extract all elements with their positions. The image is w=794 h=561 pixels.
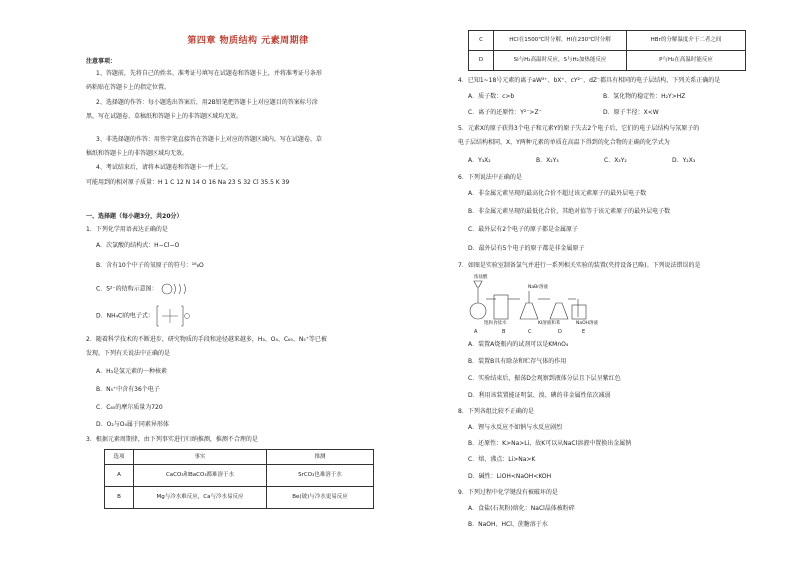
table-cell: HCl在1500℃时分解，HI在230℃时分解	[494, 31, 627, 51]
table-row	[105, 487, 374, 509]
q5-stem: 5．元素X的原子获得3个电子和元素Y的原子失去2个电子后，它们的电子层结构与氖原子的	[458, 125, 700, 132]
q5-stem-cont: 电子层结构相同，X、Y两种元素的单质在高温下得到的化合物的正确的化学式为	[458, 139, 670, 146]
ammonium-chloride-electron-formula	[156, 304, 192, 328]
notice-line: 2、选择题的作答：每小题选出答案后，用2B铅笔把答题卡上对应题目的答案标号涂	[96, 99, 318, 106]
q9-stem: 9．下列过程中化学键没有被破坏的是	[458, 489, 558, 496]
q2-stem: 2．随着科学技术的不断进步，研究物质的手段和途径越来越多，H₃、O₄、C₆₀、N₅⁺等已被	[86, 336, 327, 343]
q9-option-b: B．NaOH、HCl、蔗糖溶于水	[468, 521, 548, 528]
q6-option-c: C．最外层有2个电子的原子都是金属原子	[468, 226, 579, 233]
table-header-cell: 选项	[105, 450, 134, 465]
q7-stem: 7．如图是实验室制备氯气并进行一系列相关实验的装置(夹持设备已略)。下列说法错误的是	[458, 262, 701, 269]
table-cell: Mg与冷水难反应，Ca与冷水易反应	[134, 487, 267, 509]
q1-option-b	[86, 262, 420, 270]
table-row	[105, 465, 374, 487]
q8-option-a: A．锂与水反应不如钠与水反应剧烈	[468, 424, 563, 431]
q6-option-a: A．非金属元素呈现的最高化合价不超过该元素原子的最外层电子数	[468, 190, 647, 197]
table-cell: A	[105, 465, 134, 487]
q3-stem: 3．根据元素周期律，由下列事实进行归纳推测，推测不合理的是	[86, 436, 258, 443]
table-row	[469, 31, 746, 51]
table-cell: P与H₂在高温时能反应	[627, 51, 746, 71]
q9-option-a: A．食盐(石灰粉)熔化：NaCl晶体被粉碎	[468, 505, 575, 512]
label-saturated-brine: 饱和食盐水	[484, 321, 507, 326]
q8-option-c: C．熔、沸点：Li>Na>K	[468, 456, 536, 463]
q8-option-b: B．还原性：K>Na>Li，故K可以从NaCl溶液中置换出金属钠	[468, 440, 632, 447]
q5-option-a: A．Y₃X₂	[468, 157, 491, 164]
table-cell: B	[105, 487, 134, 509]
table-cell: SrCO₃也难溶于水	[267, 465, 374, 487]
q6-option-d: D．最外层有5个电子的原子都是非金属原子	[468, 245, 585, 252]
q4-option-a: A．质子数：c>b	[468, 93, 515, 100]
notice-line: 3、非选择题的作答：用签字笔直接答在答题卡上对应的答题区域内。写在试题卷、草	[96, 136, 322, 143]
q1-option-d-text: D．NH₄Cl的电子式：	[96, 312, 154, 320]
table-cell: Si与H₂高温时反应，S与H₂加热能反应	[494, 51, 627, 71]
table-cell: D	[469, 51, 494, 71]
section-heading: 一、选择题（每小题3分，共20分）	[86, 213, 183, 220]
q1-option-c	[86, 282, 420, 296]
q5-option-d: D．Y₂X₃	[672, 157, 696, 164]
table-header-cell: 事实	[134, 450, 267, 465]
table-cell: Be(铍)与冷水更易反应	[267, 487, 374, 509]
q2-stem-cont: 发现。下列有关说法中正确的是	[86, 350, 171, 357]
label-a: A	[474, 329, 478, 335]
notice-heading: 注意事项：	[86, 58, 117, 65]
label-naoh: NaOH溶液	[576, 321, 599, 326]
q7-option-c: C．实验结束后，振荡D会观察到液体分层且下层呈紫红色	[468, 375, 621, 382]
label-ki-benzene: KI溶液和苯	[538, 321, 561, 326]
q1-option-d	[86, 304, 420, 328]
q3-table-top	[104, 449, 374, 509]
q1-option-c-text: C．S²⁻的结构示意图：	[96, 285, 158, 293]
q4-option-c: C．离子的还原性：Y²⁻>Z⁻	[468, 109, 542, 116]
q5-option-b: B．X₂Y₃	[536, 157, 559, 164]
q6-option-b: B．非金属元素呈现的最低化合价，其绝对值等于该元素原子的最外层电子数	[468, 208, 671, 215]
q7-option-a: A．装置A烧瓶内的试剂可以是KMnO₄	[468, 341, 569, 348]
notice-line: 4、考试结束后，请将本试题卷和答题卡一并上交。	[96, 164, 232, 171]
label-c: C	[528, 329, 532, 335]
q1-stem: 1．下列化学用语表达正确的是	[86, 226, 168, 233]
q8-stem: 8．下列各组比较不正确的是	[458, 408, 534, 415]
table-cell: HBr的分解温度介于二者之间	[627, 31, 746, 51]
sulfide-ion-diagram	[160, 282, 192, 296]
notice-line: 码粘贴在答题卡上的指定位置。	[86, 84, 171, 91]
q2-option-a: A．H₃是氢元素的一种核素	[96, 368, 168, 375]
q6-stem: 6．下列说法中正确的是	[458, 174, 522, 181]
label-nabr: NaBr溶液	[528, 285, 549, 290]
q1-option-b-text: B．含有10个中子的氧原子的符号：	[96, 262, 192, 269]
table-header-cell: 推测	[267, 450, 374, 465]
q2-option-d: D．O₂与O₄属于同素异形体	[96, 421, 169, 428]
notice-line: 稿纸和答题卡上的非答题区域均无效。	[86, 150, 189, 157]
table-header-row	[105, 450, 374, 465]
table-cell: CaCO₃和BaCO₃都难溶于水	[134, 465, 267, 487]
q4-stem: 4．已知1~18号元素的离子aW³⁺、bX⁺、cY²⁻、dZ⁻都具有相同的电子层结构，下列关系正确的是	[458, 77, 721, 84]
table-cell: C	[469, 31, 494, 51]
q2-option-b: B．N₅⁺中含有36个电子	[96, 386, 160, 393]
label-e: E	[582, 329, 586, 335]
label-conc-hcl: 浓盐酸	[474, 275, 488, 280]
notice-line: 1、答题前，先将自己的姓名、准考证号填写在试题卷和答题卡上，并将准考证号条形	[96, 70, 322, 77]
notice-line: 黑，写在试题卷、草稿纸和答题卡上的非答题区域均无效。	[86, 113, 243, 120]
atomic-masses: 可能用到的相对原子质量：H 1 C 12 N 14 O 16 Na 23 S 32 Cl 35.5 K 39	[86, 179, 290, 186]
q8-option-d: D．碱性：LiOH<NaOH<KOH	[468, 473, 552, 480]
oxygen-isotope-symbol: ¹⁸₈O	[191, 262, 204, 269]
label-b: B	[502, 329, 506, 335]
q1-option-a: A．次氯酸的结构式：H−Cl−O	[96, 242, 180, 249]
q3-table-continued	[468, 30, 746, 71]
q7-option-b: B．装置B具有除杂和贮存气体的作用	[468, 358, 567, 365]
document-title: 第四章 物质结构 元素周期律	[187, 36, 309, 46]
q2-option-c: C．C₆₀的摩尔质量为720	[96, 404, 163, 411]
q5-option-c: C．X₃Y₂	[604, 157, 627, 164]
q7-option-d: D．利用该装置能证明氯、溴、碘的非金属性依次减弱	[468, 392, 611, 399]
table-row	[469, 51, 746, 71]
label-d: D	[558, 329, 562, 335]
q4-option-b: B．氢化物的稳定性：H₂Y>HZ	[603, 93, 686, 100]
q4-option-d: D．原子半径：X<W	[603, 109, 659, 116]
